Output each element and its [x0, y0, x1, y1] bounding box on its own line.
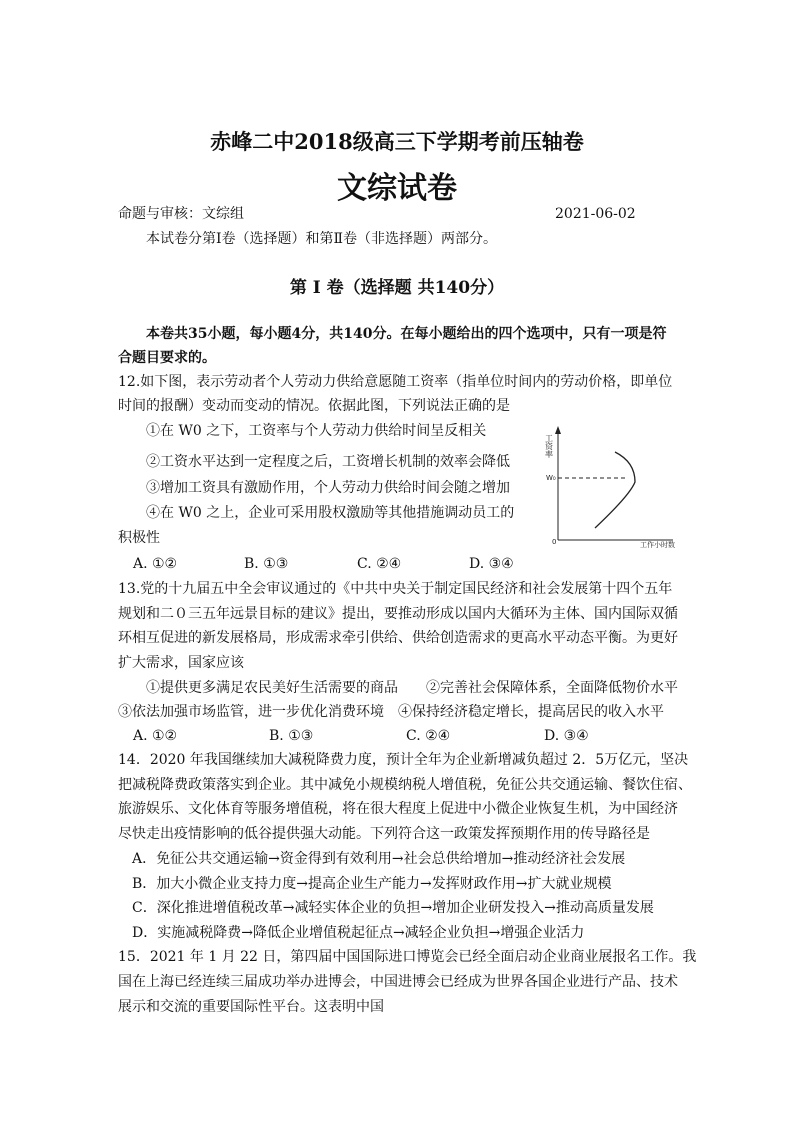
exam-date: 2021-06-02 — [555, 206, 636, 222]
q12-item-2: ②工资水平达到一定程度之后，工资增长机制的效率会降低 — [146, 454, 510, 470]
q12-stem-line2: 时间的报酬）变动而变动的情况。依据此图，下列说法正确的是 — [118, 398, 510, 414]
q12-option-c[interactable]: C. ②④ — [357, 556, 402, 572]
q14-stem-line2: 把减税降费政策落实到企业。其中减免小规模纳税人增值税，免征公共交通运输、餐饮住宿、 — [118, 777, 692, 793]
q12-option-d[interactable]: D. ③④ — [469, 556, 514, 572]
q12-stem-line1: 12.如下图，表示劳动者个人劳动力供给意愿随工资率（指单位时间内的劳动价格，即单位 — [118, 374, 673, 390]
q15-stem-line2: 国在上海已经连续三届成功举办进博会，中国进博会已经成为世界各国企业进行产品、技术 — [118, 974, 678, 990]
wage-labor-supply-chart — [535, 420, 685, 555]
section-instruction-2: 合题目要求的。 — [118, 350, 216, 366]
q14-stem-line4: 尽快走出疫情影响的低谷提供强大动能。下列符合这一政策发挥预期作用的传导路径是 — [118, 826, 650, 842]
q13-stem-line2: 规划和二０三五年远景目标的建议》提出，要推动形成以国内大循环为主体、国内国际双循 — [118, 606, 678, 622]
q13-option-b[interactable]: B. ①③ — [269, 728, 314, 744]
q13-option-d[interactable]: D. ③④ — [544, 728, 589, 744]
q12-item-4-line2: 积极性 — [118, 530, 160, 546]
q13-stem-line3: 环相互促进的新发展格局，形成需求牵引供给、供给创造需求的更高水平动态平衡。为更好 — [118, 630, 678, 646]
author-line: 命题与审核：文综组 — [118, 206, 244, 222]
q14-option-d[interactable]: D．实施减税降费→降低企业增值税起征点→减轻企业负担→增强企业活力 — [132, 925, 585, 941]
labor-supply-curve — [595, 452, 635, 528]
w0-label: W₀ — [546, 474, 556, 482]
q13-items-line2: ③依法加强市场监管，进一步优化消费环境 ④保持经济稳定增长，提高居民的收入水平 — [118, 704, 664, 720]
q13-items-line1: ①提供更多满足农民美好生活需要的商品 ②完善社会保障体系，全面降低物价水平 — [146, 680, 678, 696]
exam-intro: 本试卷分第Ⅰ卷（选择题）和第Ⅱ卷（非选择题）两部分。 — [146, 231, 498, 247]
q12-item-4-line1: ④在 W0 之上，企业可采用股权激励等其他措施调动员工的 — [146, 505, 515, 521]
q15-stem-line3: 展示和交流的重要国际性平台。这表明中国 — [118, 999, 384, 1015]
y-axis-label: 工资率 — [544, 434, 554, 458]
q13-option-c[interactable]: C. ②④ — [406, 728, 451, 744]
q14-stem-line1: 14．2020 年我国继续加大减税降费力度，预计全年为企业新增减负超过 2．5万亿元，坚决 — [118, 752, 689, 768]
q14-option-a[interactable]: A．免征公共交通运输→资金得到有效利用→社会总供给增加→推动经济社会发展 — [132, 851, 626, 867]
q12-option-a[interactable]: A. ①② — [133, 556, 178, 572]
x-axis-label: 工作小时数 — [640, 541, 675, 549]
exam-title: 赤峰二中2018级高三下学期考前压轴卷 — [210, 129, 584, 154]
q12-option-b[interactable]: B. ①③ — [244, 556, 289, 572]
q13-option-a[interactable]: A. ①② — [133, 728, 178, 744]
section-instruction-1: 本卷共35小题，每小题4分，共140分。在每小题给出的四个选项中，只有一项是符 — [146, 326, 667, 342]
q14-stem-line3: 旅游娱乐、文化体育等服务增值税，将在很大程度上促进中小微企业恢复生机，为中国经济 — [118, 801, 678, 817]
q14-option-b[interactable]: B．加大小微企业支持力度→提高企业生产能力→发挥财政作用→扩大就业规模 — [132, 876, 612, 892]
q15-stem-line1: 15．2021 年 1 月 22 日，第四届中国国际进口博览会已经全面启动企业商业展报名工作。我 — [118, 949, 697, 965]
origin-label: 0 — [552, 538, 557, 546]
exam-subtitle: 文综试卷 — [337, 171, 457, 206]
q12-item-3: ③增加工资具有激励作用，个人劳动力供给时间会随之增加 — [146, 480, 510, 496]
y-axis-arrow — [555, 426, 561, 434]
q12-item-1: ①在 W0 之下，工资率与个人劳动力供给时间呈反相关 — [146, 423, 487, 439]
section-heading: 第 Ⅰ 卷（选择题 共140分） — [289, 278, 505, 298]
q14-option-c[interactable]: C．深化推进增值税改革→减轻实体企业的负担→增加企业研发投入→推动高质量发展 — [132, 900, 654, 916]
q13-stem-line1: 13.党的十九届五中全会审议通过的《中共中央关于制定国民经济和社会发展第十四个五年 — [118, 581, 673, 597]
q13-stem-line4: 扩大需求，国家应该 — [118, 655, 244, 671]
